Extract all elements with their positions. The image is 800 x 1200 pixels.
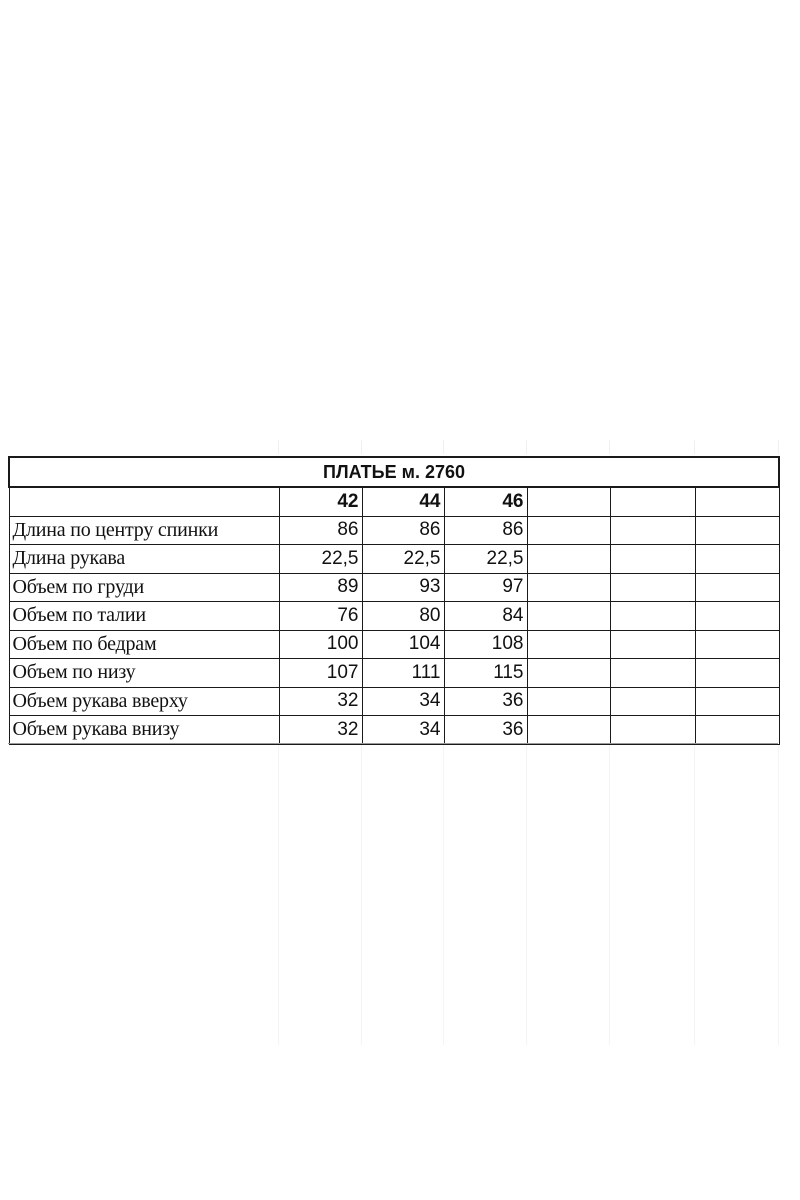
table-row: [9, 716, 779, 745]
empty-cell[interactable]: [527, 687, 610, 716]
empty-cell[interactable]: [695, 602, 779, 631]
empty-cell[interactable]: [527, 659, 610, 688]
value-cell[interactable]: 86: [362, 516, 444, 545]
empty-cell[interactable]: [610, 545, 695, 574]
size-header-empty-2[interactable]: [610, 487, 695, 516]
value-cell[interactable]: 36: [444, 716, 527, 745]
row-label[interactable]: Объем рукава вверху: [9, 687, 279, 716]
empty-cell[interactable]: [610, 659, 695, 688]
empty-cell[interactable]: [610, 687, 695, 716]
value-cell[interactable]: 22,5: [362, 545, 444, 574]
table-row: [9, 545, 779, 574]
value-cell[interactable]: 22,5: [444, 545, 527, 574]
empty-cell[interactable]: [610, 602, 695, 631]
row-label[interactable]: Объем по груди: [9, 573, 279, 602]
size-header-row: [9, 487, 779, 516]
faint-grid-top: [0, 440, 800, 454]
value-cell[interactable]: 76: [279, 602, 362, 631]
size-header-42[interactable]: 42: [279, 487, 362, 516]
value-cell[interactable]: 32: [279, 716, 362, 745]
table-row: [9, 659, 779, 688]
empty-cell[interactable]: [695, 545, 779, 574]
faint-grid-bottom: [0, 745, 800, 1045]
value-cell[interactable]: 32: [279, 687, 362, 716]
empty-cell[interactable]: [610, 516, 695, 545]
row-label[interactable]: Объем рукава внизу: [9, 716, 279, 745]
table-row: [9, 630, 779, 659]
empty-cell[interactable]: [695, 716, 779, 745]
table-bottom-divider: [8, 743, 778, 744]
empty-cell[interactable]: [527, 630, 610, 659]
table-row: [9, 516, 779, 545]
value-cell[interactable]: 108: [444, 630, 527, 659]
size-header-empty-1[interactable]: [527, 487, 610, 516]
value-cell[interactable]: 34: [362, 687, 444, 716]
value-cell[interactable]: 89: [279, 573, 362, 602]
table-row: [9, 687, 779, 716]
empty-cell[interactable]: [695, 630, 779, 659]
empty-cell[interactable]: [527, 716, 610, 745]
value-cell[interactable]: 86: [279, 516, 362, 545]
value-cell[interactable]: 34: [362, 716, 444, 745]
empty-cell[interactable]: [695, 659, 779, 688]
value-cell[interactable]: 22,5: [279, 545, 362, 574]
value-cell[interactable]: 111: [362, 659, 444, 688]
empty-cell[interactable]: [695, 687, 779, 716]
row-label[interactable]: Объем по талии: [9, 602, 279, 631]
value-cell[interactable]: 104: [362, 630, 444, 659]
value-cell[interactable]: 107: [279, 659, 362, 688]
value-cell[interactable]: 86: [444, 516, 527, 545]
size-chart-sheet: [8, 456, 778, 745]
empty-cell[interactable]: [695, 573, 779, 602]
empty-cell[interactable]: [610, 630, 695, 659]
empty-cell[interactable]: [527, 545, 610, 574]
title-row: [9, 457, 779, 487]
empty-cell[interactable]: [527, 602, 610, 631]
empty-cell[interactable]: [527, 516, 610, 545]
size-header-empty-3[interactable]: [695, 487, 779, 516]
empty-cell[interactable]: [695, 516, 779, 545]
value-cell[interactable]: 97: [444, 573, 527, 602]
size-header-44[interactable]: 44: [362, 487, 444, 516]
value-cell[interactable]: 100: [279, 630, 362, 659]
table-row: [9, 602, 779, 631]
size-header-46[interactable]: 46: [444, 487, 527, 516]
empty-cell[interactable]: [610, 716, 695, 745]
size-table: [8, 456, 780, 745]
value-cell[interactable]: 84: [444, 602, 527, 631]
value-cell[interactable]: 36: [444, 687, 527, 716]
empty-cell[interactable]: [527, 573, 610, 602]
empty-cell[interactable]: [610, 573, 695, 602]
value-cell[interactable]: 115: [444, 659, 527, 688]
row-label[interactable]: Объем по низу: [9, 659, 279, 688]
row-label[interactable]: Длина рукава: [9, 545, 279, 574]
table-row: [9, 573, 779, 602]
value-cell[interactable]: 80: [362, 602, 444, 631]
row-label[interactable]: Длина по центру спинки: [9, 516, 279, 545]
row-label[interactable]: Объем по бедрам: [9, 630, 279, 659]
header-corner-cell[interactable]: [9, 487, 279, 516]
value-cell[interactable]: 93: [362, 573, 444, 602]
table-title[interactable]: ПЛАТЬЕ м. 2760: [9, 457, 779, 487]
